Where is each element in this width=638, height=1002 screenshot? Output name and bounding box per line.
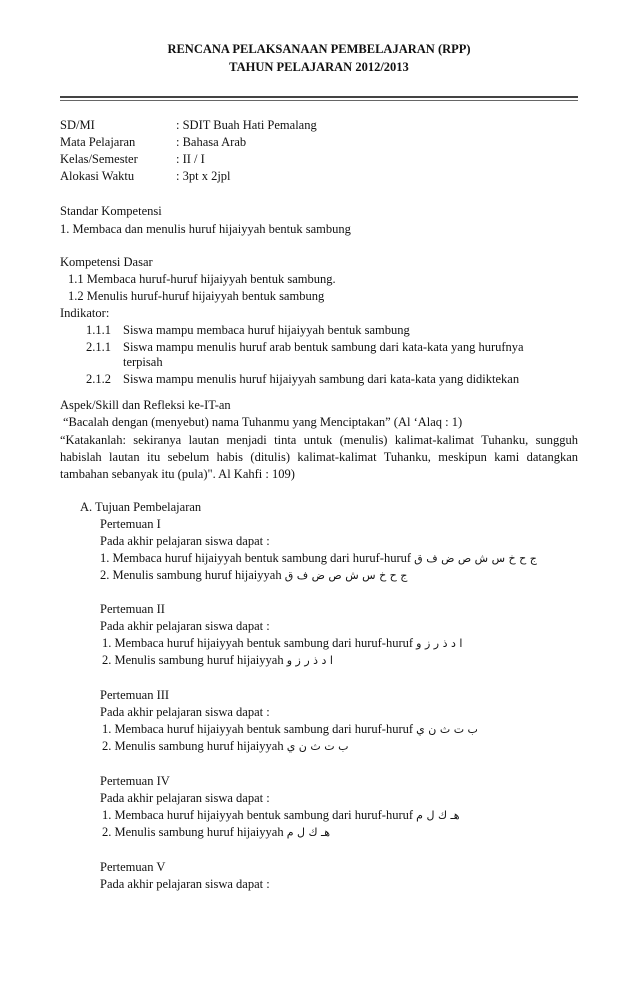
objective-item [102, 808, 460, 823]
objective-text: 1. Membaca huruf hijaiyyah bentuk sambung dari huruf-huruf [100, 551, 412, 565]
identity-value: : SDIT Buah Hati Pemalang [176, 118, 317, 132]
identity-value: : II / I [176, 152, 205, 166]
quran-quote-line: “Katakanlah: sekiranya lautan menjadi tinta untuk (menulis) kalimat-kalimat Tuhanku, sungguh [60, 433, 578, 447]
objective-text: 2. Menulis sambung huruf hijaiyyah [102, 739, 284, 753]
objective-item [100, 551, 537, 566]
identity-label: Mata Pelajaran [60, 135, 136, 149]
competency-item: 1.1 Membaca huruf-huruf hijaiyyah bentuk sambung. [68, 272, 336, 286]
arabic-letters: ج ح خ س ش ص ض ف ق [414, 552, 537, 565]
document-title: RENCANA PELAKSANAAN PEMBELAJARAN (RPP) [167, 42, 471, 56]
arabic-letters: ج ح خ س ش ص ض ف ق [284, 569, 408, 582]
document-subtitle: TAHUN PELAJARAN 2012/2013 [229, 60, 409, 74]
standard-item: 1. Membaca dan menulis huruf hijaiyyah bentuk sambung [60, 222, 351, 236]
quran-quote: “Bacalah dengan (menyebut) nama Tuhanmu yang Menciptakan” (Al ‘Alaq : 1) [63, 415, 463, 429]
meeting-intro: Pada akhir pelajaran siswa dapat : [100, 705, 270, 719]
indicator-text-continued: terpisah [123, 355, 163, 369]
indicator-number: 2.1.1 [86, 340, 111, 354]
meeting-intro: Pada akhir pelajaran siswa dapat : [100, 791, 270, 805]
meeting-title: Pertemuan II [100, 602, 165, 616]
indicator-number: 1.1.1 [86, 323, 111, 337]
quran-quote-line: tambahan sebanyak itu (pula)". Al Kahfi : 109) [60, 467, 295, 481]
identity-value: : 3pt x 2jpl [176, 169, 231, 183]
section-heading: Kompetensi Dasar [60, 255, 153, 269]
objective-text: 1. Membaca huruf hijaiyyah bentuk sambung dari huruf-huruf [102, 808, 414, 822]
indicator-text: Siswa mampu membaca huruf hijaiyyah bentuk sambung [123, 323, 410, 337]
meeting-intro: Pada akhir pelajaran siswa dapat : [100, 877, 270, 891]
competency-item: 1.2 Menulis huruf-huruf hijaiyyah bentuk sambung [68, 289, 325, 303]
identity-label: Kelas/Semester [60, 152, 138, 166]
identity-label: SD/MI [60, 118, 95, 132]
indicator-number: 2.1.2 [86, 372, 111, 386]
section-heading: Aspek/Skill dan Refleksi ke-IT-an [60, 398, 231, 412]
objective-text: 1. Membaca huruf hijaiyyah bentuk sambung dari huruf-huruf [102, 636, 414, 650]
objective-item [102, 825, 330, 840]
identity-value: : Bahasa Arab [176, 135, 247, 149]
arabic-letters: ا د ذ ر ز و [286, 654, 333, 667]
arabic-letters: ب ت ث ن ي [286, 740, 349, 753]
objective-item [102, 653, 333, 668]
objective-text: 2. Menulis sambung huruf hijaiyyah [102, 825, 284, 839]
section-heading: A. Tujuan Pembelajaran [80, 500, 202, 514]
objective-text: 2. Menulis sambung huruf hijaiyyah [100, 568, 282, 582]
meeting-title: Pertemuan I [100, 517, 161, 531]
arabic-letters: ا د ذ ر ز و [416, 637, 463, 650]
meeting-title: Pertemuan III [100, 688, 170, 702]
objective-item [102, 636, 462, 651]
meeting-intro: Pada akhir pelajaran siswa dapat : [100, 534, 270, 548]
objective-item [100, 568, 407, 583]
objective-item [102, 739, 348, 754]
header-rule [60, 96, 578, 98]
objective-text: 2. Menulis sambung huruf hijaiyyah [102, 653, 284, 667]
identity-label: Alokasi Waktu [60, 169, 135, 183]
indicator-text: Siswa mampu menulis huruf arab bentuk sambung dari kata-kata yang hurufnya [123, 340, 524, 354]
meeting-intro: Pada akhir pelajaran siswa dapat : [100, 619, 270, 633]
arabic-letters: ب ت ث ن ي [416, 723, 478, 736]
quran-quote-line: habislah lautan itu sebelum habis (ditulis) kalimat-kalimat Tuhanku, meskipun kami datangkan [60, 450, 578, 464]
header-rule-thin [60, 100, 578, 101]
arabic-letters: هـ ك ل م [416, 809, 460, 822]
section-heading: Standar Kompetensi [60, 204, 162, 218]
objective-item [102, 722, 478, 737]
indicator-text: Siswa mampu menulis huruf hijaiyyah sambung dari kata-kata yang didiktekan [123, 372, 520, 386]
arabic-letters: هـ ك ل م [286, 826, 331, 839]
objective-text: 1. Membaca huruf hijaiyyah bentuk sambung dari huruf-huruf [102, 722, 414, 736]
section-heading: Indikator: [60, 306, 110, 320]
meeting-title: Pertemuan IV [100, 774, 170, 788]
meeting-title: Pertemuan V [100, 860, 166, 874]
